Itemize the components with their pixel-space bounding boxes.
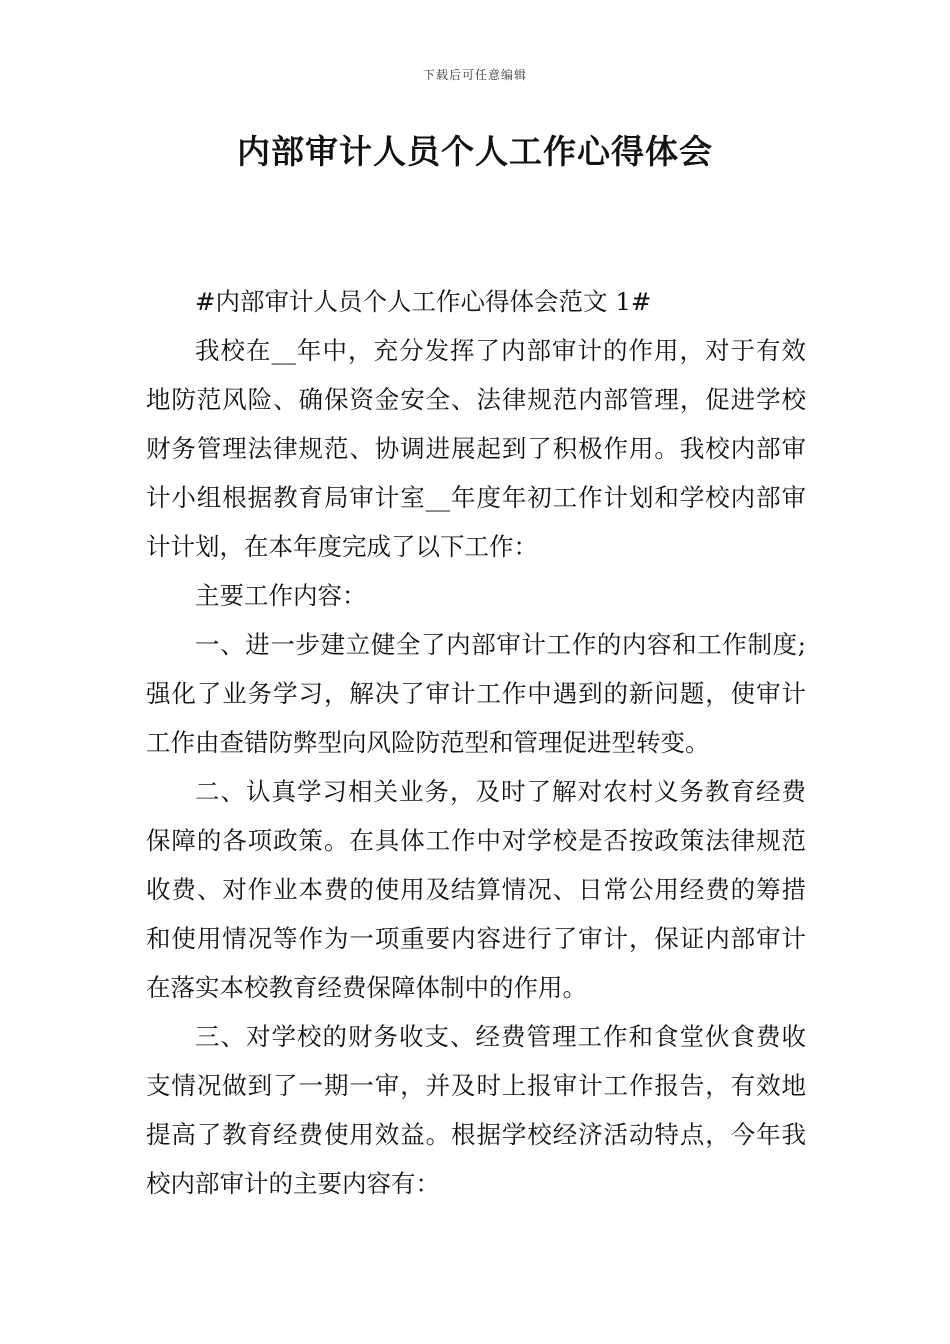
- header-note: 下载后可任意编辑: [422, 68, 527, 82]
- paragraph: 主要工作内容：: [195, 581, 367, 610]
- document-title: 内部审计人员个人工作心得体会: [237, 132, 713, 171]
- paragraph: 一、进一步建立健全了内部审计工作的内容和工作制度;强化了业务学习，解决了审计工作中遇到的新问题，使审计工作由查错防弊型向风险防范型和管理促进型转变。: [146, 630, 806, 757]
- paragraph: 我校在__年中，充分发挥了内部审计的作用，对于有效地防范风险、确保资金安全、法律规范内部管理，促进学校财务管理法律规范、协调进展起到了积极作用。我校内部审计小组根据教育局审计室__年度年初工作计划和学校内部审计计划，在本年度完成了以下工作：: [146, 336, 806, 561]
- paragraph: 二、认真学习相关业务，及时了解对农村义务教育经费保障的各项政策。在具体工作中对学校是否按政策法律规范收费、对作业本费的使用及结算情况、日常公用经费的筹措和使用情况等作为一项重要内容进行了审计，保证内部审计在落实本校教育经费保障体制中的作用。: [146, 777, 806, 1002]
- paragraph: 三、对学校的财务收支、经费管理工作和食堂伙食费收支情况做到了一期一审，并及时上报审计工作报告，有效地提高了教育经费使用效益。根据学校经济活动特点，今年我校内部审计的主要内容有：: [146, 1022, 806, 1198]
- document-body: [146, 277, 806, 1208]
- section-heading: #内部审计人员个人工作心得体会范文 1#: [195, 287, 652, 316]
